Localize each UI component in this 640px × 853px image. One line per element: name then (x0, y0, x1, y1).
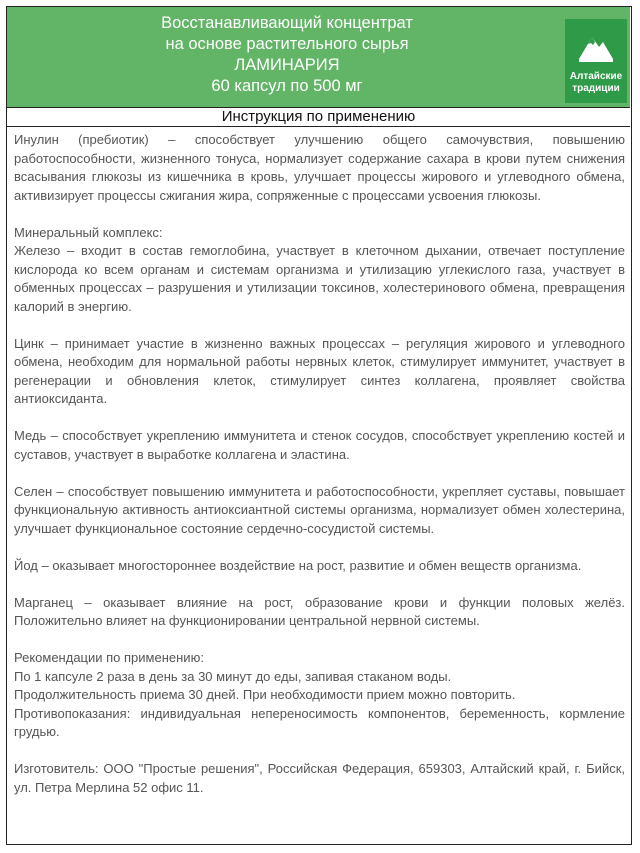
instruction-body (14, 131, 625, 816)
logo-text-line: Алтайские (569, 71, 623, 82)
duration-text: Продолжительность приема 30 дней. При необходимости прием можно повторить. (14, 687, 516, 702)
manufacturer-text: Изготовитель: ООО "Простые решения", Российская Федерация, 659303, Алтайский край, г. Бийск, ул. Петра Мерлина 52 офис 11. (14, 761, 625, 795)
product-title (7, 13, 567, 97)
recommendations-heading: Рекомендации по применению: (14, 650, 204, 665)
contraindications-text: Противопоказания: индивидуальная непереносимость компонентов, беременность, кормление грудью. (14, 705, 625, 739)
product-name: ЛАМИНАРИЯ (234, 56, 340, 74)
section-title: Инструкция по применению (7, 107, 630, 127)
copper-paragraph: Медь – способствует укреплению иммунитета и стенок сосудов, способствует укреплению костей и суставов, участвует в выработке коллагена и эластина. (14, 428, 625, 462)
manganese-paragraph: Марганец – оказывает влияние на рост, образование крови и функции половых желёз. Положительно влияет на функционировании центральной нервной системы. (14, 594, 625, 628)
instruction-card (6, 6, 632, 845)
product-title-line: Восстанавливающий концентрат (161, 14, 413, 32)
product-dosage: 60 капсул по 500 мг (211, 77, 363, 95)
iodine-paragraph: Йод – оказывает многостороннее воздействие на рост, развитие и обмен веществ организма. (14, 557, 582, 573)
mineral-heading: Минеральный комплекс: (14, 224, 163, 240)
mountain-logo-icon (577, 29, 615, 67)
iron-paragraph: Железо – входит в состав гемоглобина, участвует в клеточном дыхании, отвечает поступление кислорода ко всем органам и системам организма и утилизацию углекислого газа, участвует в обменных процессах – разрушения и утилизации токсинов, холестеринового обмена, превращения калорий в энергию. (14, 243, 625, 314)
header-banner (7, 7, 630, 107)
selenium-paragraph: Селен – способствует повышению иммунитета и работоспособности, укрепляет суставы, повышает функциональную активность антиоксиантной системы организма, нормализует обмен холестерина, улучшает функциональное состояние сердечно-сосудистой системы. (14, 483, 625, 536)
zinc-paragraph: Цинк – принимает участие в жизненно важных процессах – регуляция жирового и углеводного обмена, необходим для нормальной работы нервных клеток, стимулирует иммунитет, участвует в регенерации и обновления клеток, стимулирует синтез коллагена, проявляет свойства антиоксиданта. (14, 335, 625, 406)
product-title-line: на основе растительного сырья (165, 35, 409, 53)
inulin-paragraph: Инулин (пребиотик) – способствует улучшению общего самочувствия, повышению работоспособности, жизненного тонуса, нормализует содержание сахара в крови путем снижения всасывания глюкозы из кишечника в кровь, улучшает процессы жирового и углеводного обмена, активизирует процессы сжигания жира, сопряженные с процессами усвоения глюкозы. (14, 132, 625, 203)
dosage-text: По 1 капсуле 2 раза в день за 30 минут до еды, запивая стаканом воды. (14, 668, 452, 684)
brand-logo (565, 19, 627, 103)
logo-text-line: традиции (572, 83, 620, 94)
